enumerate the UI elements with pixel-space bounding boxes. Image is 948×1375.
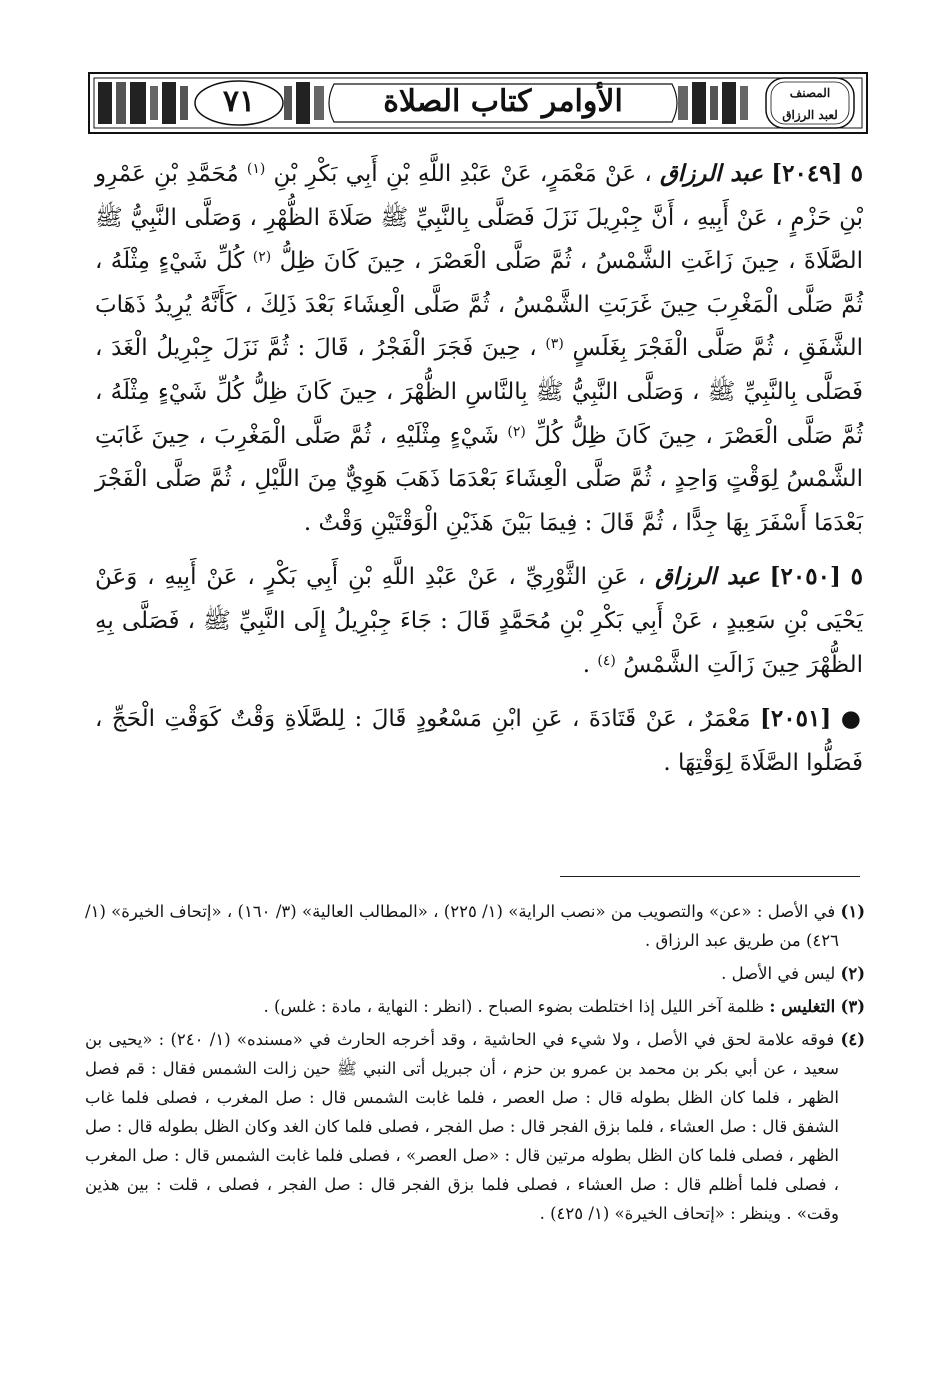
logo-line-1: المصنف (789, 86, 831, 100)
entry-marker: ٥ (850, 160, 863, 187)
author-name: عبد الرزاق (659, 160, 764, 187)
footnote (85, 897, 865, 955)
footnote-term: التغليس : (769, 997, 836, 1016)
footnote-text: ظلمة آخر الليل إذا اختلطت بضوء الصباح . (انظر : النهاية ، مادة : غلس) . (263, 997, 765, 1016)
footnote-text: في الأصل : «عن» والتصويب من «نصب الراية» (١/ ٢٢٥) ، «المطالب العالية» (٣/ ١٦٠) ، «إتحاف الخيرة» (١/ ٤٢٦) من طريق عبد الرزاق . (85, 902, 839, 950)
page-number: ٧١ (222, 84, 256, 119)
footnotes (85, 897, 865, 1232)
page-header (88, 72, 868, 134)
footnote-label: (١) (840, 902, 866, 921)
hadith-number: [٢٠٤٩] (771, 160, 843, 187)
footnote-ref: (٣) (545, 336, 564, 353)
hadith-text: شَيْءٍ مِثْلَيْهِ ، ثُمَّ صَلَّى الْمَغْرِبَ ، حِينَ غَابَتِ الشَّمْسُ لِوَقْتٍ وَاحِدٍ ، ثُمَّ صَلَّى الْعِشَاءَ بَعْدَمَا ذَهَبَ هَوِيٌّ مِنَ اللَّيْلِ ، ثُمَّ صَلَّى الْفَجْرَ بَعْدَمَا أَسْفَرَ بِهَا جِدًّا ، ثُمَّ قَالَ : فِيمَا بَيْنَ هَذَيْنِ الْوَقْتَيْنِ وَقْتٌ . (95, 422, 863, 536)
footnote-ref: (٢) (252, 249, 272, 266)
hadith-text: ، حِينَ فَجَرَ الْفَجْرُ ، قَالَ : ثُمَّ نَزَلَ جِبْرِيلُ الْغَدَ ، فَصَلَّى بِالنَّبِيِّ ﷺ ، وَصَلَّى النَّبِيُّ ﷺ بِالنَّاسِ الظُّهْرَ ، حِينَ كَانَ ظِلُّ كُلِّ شَيْءٍ مِثْلَهُ ، ثُمَّ صَلَّى الْعَصْرَ ، حِينَ كَانَ ظِلُّ كُلِّ (95, 335, 863, 449)
running-title: الأوامر كتاب الصلاة (383, 84, 623, 119)
entry-marker: ٥ (850, 563, 864, 591)
footnote-label: (٢) (840, 964, 865, 983)
entry-marker: ● (840, 705, 863, 733)
hadith-text: مَعْمَرٌ ، عَنْ قَتَادَةَ ، عَنِ ابْنِ مَسْعُودٍ قَالَ : لِلصَّلَاةِ وَقْتٌ كَوَقْتِ الْحَجِّ ، فَصَلُّوا الصَّلَاةَ لِوَقْتِهَا . (95, 706, 863, 776)
hadith-text: ، عَنْ مَعْمَرٍ، عَنْ عَبْدِ اللَّهِ بْنِ أَبِي بَكْرِ بْنِ (273, 161, 652, 187)
footnote-text: فوقه علامة لحق في الأصل ، ولا شيء في الحاشية ، وقد أخرجه الحارث في «مسنده» (١/ ٢٤٠) : «يحيى بن سعيد ، عن أبي بكر بن محمد بن عمرو بن حزم ، أن جبريل أتى النبي ﷺ حين زالت الشمس فقال : قم فصل الظهر ، فلما كان الظل بطوله قال : صل العصر ، فلما غابت الشمس قال : صل المغرب ، فصلى فلما غاب الشفق قال : صل العشاء ، فلما بزق الفجر قال : صل الفجر ، فصلى فلما كان الغد وكان الظل بطوله قال : صل الظهر ، فصلى فلما كان الظل بطوله مرتين قال : «صل العصر» ، فصلى فلما غابت الشمس قال : صل المغرب ، فصلى فلما أظلم قال : صل العشاء ، فصلى فلما بزق الفجر قال : صل الفجر ، فصلى ، قلت : بين هذين وقت» . وينظر : «إتحاف الخيرة» (١/ ٤٢٥) . (85, 1030, 839, 1223)
footnote-ref: (٤) (597, 652, 616, 669)
hadith-entry (95, 152, 865, 545)
main-text (95, 152, 865, 785)
footnote-ref: (٢) (507, 423, 526, 440)
hadith-entry (95, 697, 865, 785)
hadith-entry (95, 555, 865, 687)
hadith-text: كُلِّ شَيْءٍ مِثْلَهُ ، ثُمَّ صَلَّى الْمَغْرِبَ حِينَ غَرَبَتِ الشَّمْسُ ، ثُمَّ صَلَّى الْعِشَاءَ بَعْدَ ذَلِكَ ، كَأَنَّهُ يُرِيدُ ذَهَابَ الشَّفَقِ ، ثُمَّ صَلَّى الْفَجْرَ بِغَلَسٍ (95, 248, 863, 362)
hadith-text: مُحَمَّدِ بْنِ عَمْرِو بْنِ حَزْمٍ ، عَنْ أَبِيهِ ، أَنَّ جِبْرِيلَ نَزَلَ فَصَلَّى بِالنَّبِيِّ ﷺ صَلَاةَ الظُّهْرِ ، وَصَلَّى النَّبِيُّ ﷺ الصَّلَاةَ ، حِينَ زَاغَتِ الشَّمْسُ ، ثُمَّ صَلَّى الْعَصْرَ ، حِينَ كَانَ ظِلُّ (95, 161, 864, 275)
footnote-divider (560, 876, 860, 877)
footnote-label: (٤) (840, 1030, 865, 1049)
hadith-text: . (582, 651, 591, 678)
hadith-number: [٢٠٥٠] (769, 563, 841, 591)
footnote-ref: (١) (246, 161, 266, 177)
footnote (85, 992, 865, 1021)
book-logo (766, 78, 854, 128)
footnote-label: (٣) (840, 997, 865, 1016)
logo-line-2: لعبد الرزاق (782, 108, 838, 122)
footnote (85, 959, 865, 988)
hadith-number: [٢٠٥١] (760, 705, 832, 733)
author-name: عبد الرزاق (655, 563, 760, 591)
footnote-text: ليس في الأصل . (721, 964, 836, 983)
hadith-text: ، عَنِ الثَّوْرِيِّ ، عَنْ عَبْدِ اللَّهِ بْنِ أَبِي بَكْرٍ ، عَنْ أَبِيهِ ، وَعَنْ يَحْيَى بْنِ سَعِيدٍ ، عَنْ أَبِي بَكْرِ بْنِ مُحَمَّدٍ قَالَ : جَاءَ جِبْرِيلُ إِلَى النَّبِيِّ ﷺ ، فَصَلَّى بِهِ الظُّهْرَ حِينَ زَالَتِ الشَّمْسُ (95, 564, 863, 678)
footnote (85, 1025, 865, 1228)
